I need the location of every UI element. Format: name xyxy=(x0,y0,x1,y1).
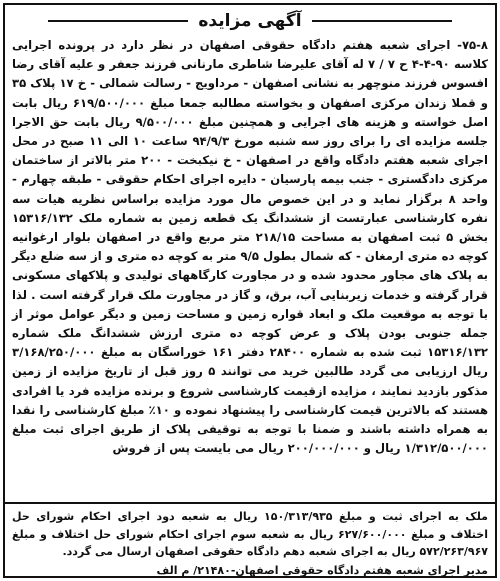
notice-header xyxy=(5,8,495,34)
notice-title: آگهی مزایده xyxy=(198,11,302,31)
title-rule-left xyxy=(48,20,188,22)
notice-footer xyxy=(5,504,495,578)
signature-line: مدیر اجرای شعبه هفتم دادگاه حقوقی اصفهان-۲۱۴۸۰/ م الف xyxy=(156,563,488,577)
footer-text: ملک به اجرای ثبت و مبلغ ۱۵۰/۳۱۳/۹۳۵ ریال به شعبه دود اجرای احکام شورای حل اختلاف و مبلغ ۶۲۷/۶۰۰/۰۰۰ ریال به شعبه سوم اجرای احکام شورای حل اختلاف و مبلغ ۵۷۲/۲۶۳/۹۶۷ ریال به اجرای شعبه دهم دادگاه حقوقی اصفهان ارسال می گردد. xyxy=(12,510,488,558)
title-rule-right xyxy=(312,20,452,22)
notice-body: ۷۵-۸- اجرای شعبه هفتم دادگاه حقوقی اصفهان در نظر دارد در پرونده اجرایی کلاسه ۹۰-۴-۴ ح ۷ / ۷ له آقای علیرضا شاطری مارنانی فرزند جعفر و علیه آقای رضا افسوس فرزند منوچهر به نشانی اصفهان - مرداویج - رسالت شمالی - خ ۱۷ پلاک ۳۵ و قملا زندان مرکزی اصفهان و بخواسته مطالبه جمعا مبلغ ۶۱۹/۵۰۰/۰۰۰ ریال بابت اصل خواسته و هزینه های اجرایی و همچنین مبلغ ۹/۵۰۰/۰۰۰ ریال بابت حق الاجرا جلسه مزایده ای را برای روز سه شنبه مورخ ۹۴/۹/۳ ساعت ۱۰ الی ۱۱ صبح در محل اجرای شعبه هفتم دادگاه واقع در اصفهان - خ نیکبخت - ۲۰۰ متر بالاتر از ساختمان مرکزی دادگستری - جنب بیمه پارسیان - دایره اجرای احکام حقوقی - طبقه چهارم - واحد ۸ برگزار نماید و در این خصوص مال مورد مزایده براساس نظریه هیات سه نفره کارشناسی عبارتست از ششدانگ یک قطعه زمین به شماره ملک ۱۵۳۱۶/۱۳۲ بخش ۵ ثبت اصفهان به مساحت ۲۱۸/۱۵ متر مربع واقع در اصفهان بلوار ارغوانیه کوچه ده متری ارمغان - که شمال بطول ۹/۵ متر به کوچه ده متری و از سه ضلع دیگر به پلاک های مجاور محدود شده و در مجاورت کارگاههای تولیدی و پلاکهای مسکونی قرار گرفته و خدمات زیربنایی آب، برق، و گاز در مجاورت ملک قرار گرفته است . لذا با توجه به موقعیت ملک و ابعاد قواره زمین و مساحت زمین و دیگر عوامل موثر از جمله جنوبی بودن پلاک و عرض کوچه ده متری ارزش ششدانگ ملک شماره ۱۵۳۱۶/۱۳۲ ثبت شده به شماره ۲۸۴۰۰ دفتر ۱۶۱ خوراسگان به مبلغ ۳/۱۶۸/۲۵۰/۰۰۰ ریال ارزیابی می گردد طالبین خرید می توانند ۵ روز قبل از تاریخ مزایده از زمین مذکور بازدید نمایند ، مزایده ازقیمت کارشناسی شروع و برنده مزایده فرد یا افرادی هستند که بالاترین قیمت کارشناسی را پیشنهاد نموده و ۱۰٪ مبلغ کارشناسی را نقدا به همراه داشته باشند و ضمنا با توجه به توقیفی پلاک از طریق اجرای ثبت مبلغ ۱/۳۱۲/۵۰۰/۰۰۰ ریال و ۲۰۰/۰۰۰/۰۰۰ ریال می بایست پس از فروش xyxy=(12,38,488,456)
auction-notice xyxy=(3,3,497,578)
